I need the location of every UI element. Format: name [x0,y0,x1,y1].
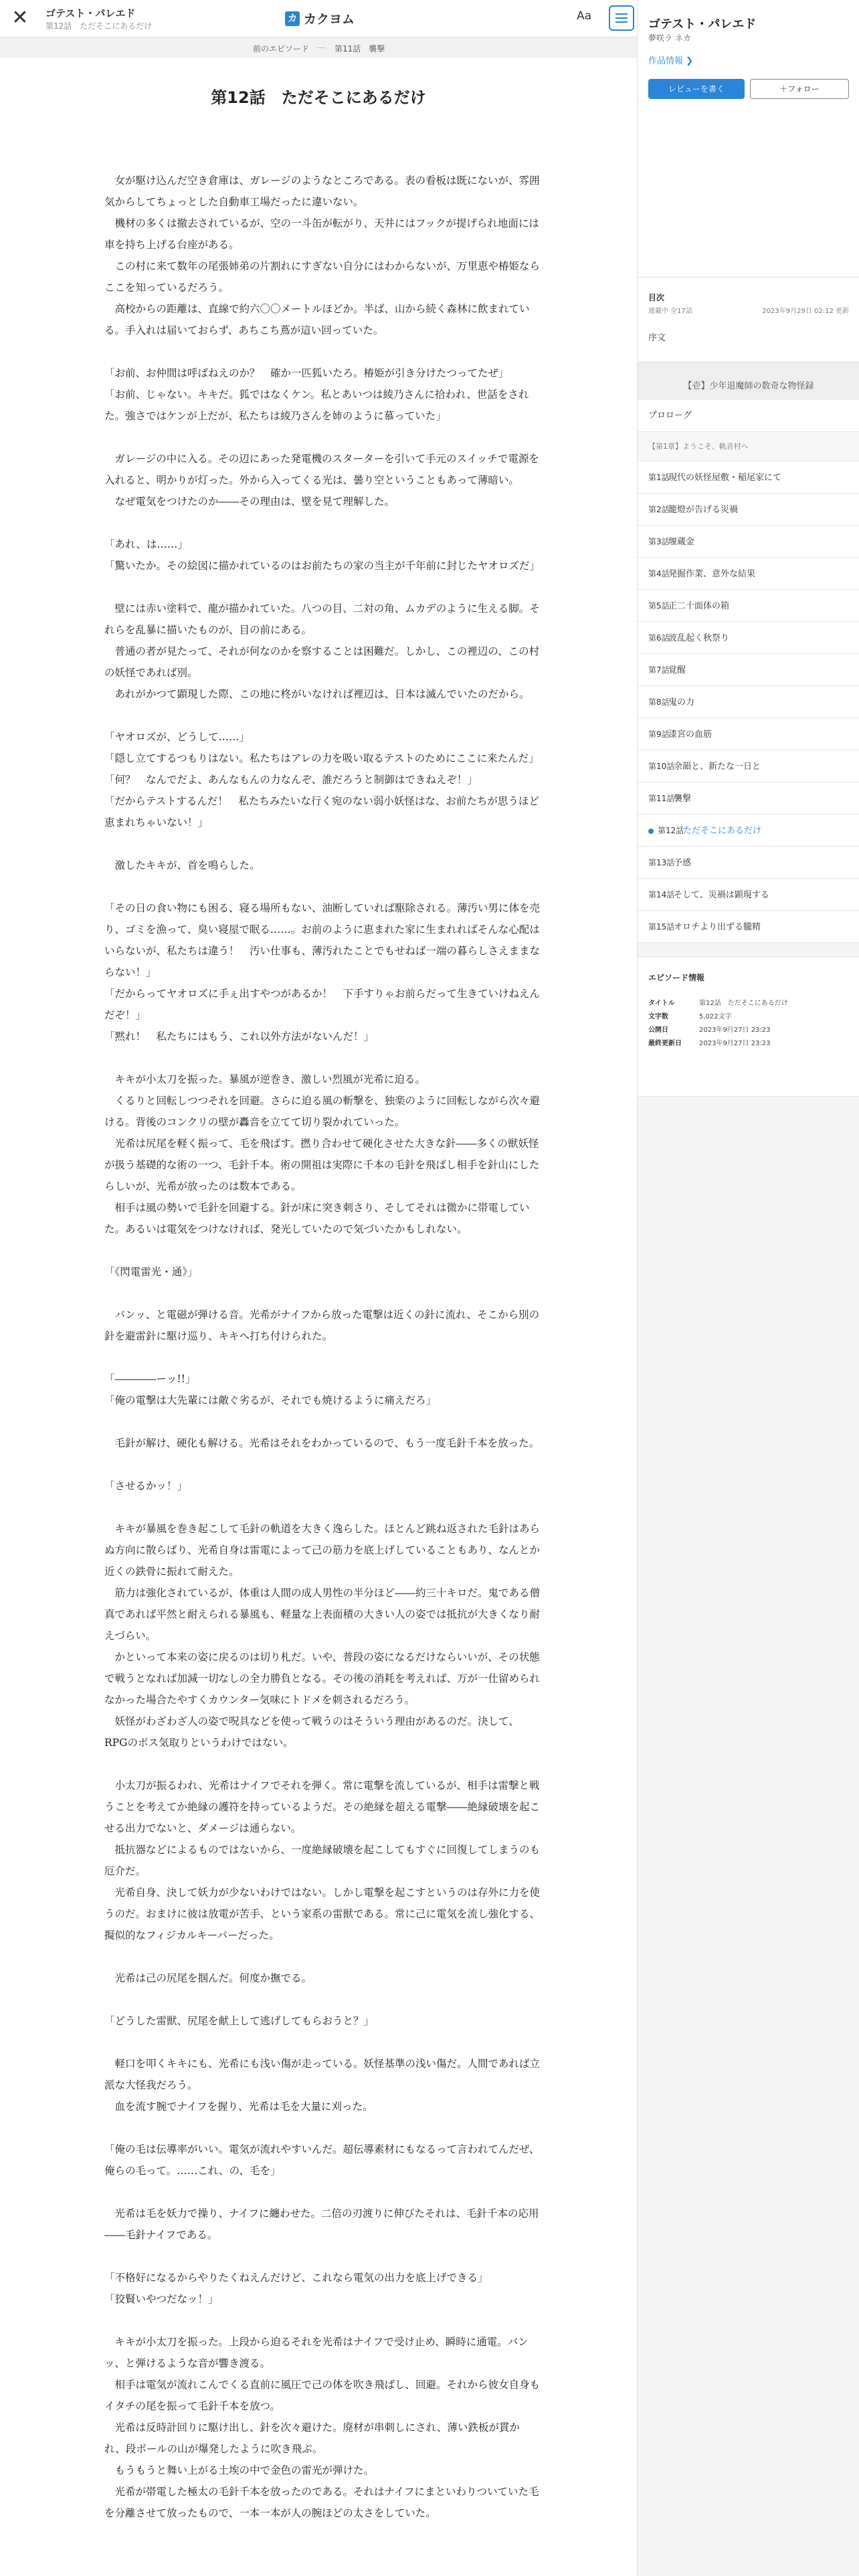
body-paragraph: くるりと回転しつつそれを回避。さらに迫る風の斬撃を、独楽のように回転しながら次々避ける。背後のコンクリの壁が轟音を立てて切り裂かれていった。 [104,1095,541,1128]
body-paragraph: 「黙れ！ 私たちにはもう、これ以外方法がないんだ！」 [104,1031,375,1043]
follow-button[interactable]: ＋フォロー [750,79,849,99]
font-size-button[interactable]: Aa [577,9,592,23]
body-paragraph [104,833,541,855]
body-paragraph: 「だからテストするんだ！ 私たちみたいな行く宛のない弱小妖怪はな、お前たちが思うほど恵まれちゃいない！」 [104,795,539,829]
toc-item-title: プロローグ [648,411,692,421]
episode-info-row: 文字数 5,022文字 [648,1013,732,1021]
toc-item[interactable] [638,782,859,815]
kakuyomu-logo[interactable] [285,9,355,27]
toc-item-title: 波乱起く秋祭り [668,633,730,643]
episode-subtitle-text: ただそこにあるだけ [80,21,153,31]
toc-item-number: 第10話 [648,762,675,771]
toc-item-number: 第1話 [648,473,670,482]
toc-item-title: 予感 [674,858,692,868]
body-paragraph: 光希は反時計回りに駆け出し、針を次々避けた。廃材が串刺しにされ、薄い鉄板が貫かれ、段ボールの山が爆発したように吹き飛ぶ。 [104,2422,520,2455]
body-paragraph: 「どうした雷獣、尻尾を献上して逃げしてもらおうと？」 [104,2015,375,2027]
body-paragraph: 「あれ、は……」 [104,538,188,550]
body-paragraph: なぜ電気をつけたのか――その理由は、壁を見て理解した。 [104,496,395,508]
episode-number: 第12話 [45,21,72,31]
toc-item-title: 覚醒 [668,665,686,675]
body-paragraph: もうもうと舞い上がる土埃の中で金色の雷光が弾けた。 [104,2464,375,2476]
toc-item[interactable] [638,622,859,654]
toc-item[interactable] [638,461,859,494]
body-paragraph: 「狡賢いやつだなッ！」 [104,2293,219,2305]
work-title[interactable]: ゴテスト・パレエド [45,7,136,19]
episode-info-label: エピソード情報 [648,973,705,982]
toc-list [638,361,859,943]
toc-item-title: 堰蔵金 [668,537,695,547]
toc-item-title: 余韻と、新たな一日と [674,762,761,772]
toc-item-number: 第11話 [648,794,675,803]
body-paragraph: 「だからってヤオロズに手ぇ出すやつがあるか！ 下手すりゃお前らだって生きていけねえんだぞ！」 [104,988,541,1021]
body-paragraph [104,1411,541,1432]
body-paragraph [104,2032,541,2053]
logo-text: カクヨム [304,12,355,27]
close-icon[interactable]: ✕ [11,6,29,29]
toc-item[interactable] [638,686,859,718]
body-paragraph: 「隠し立てするつもりはない。私たちはアレの力を吸い取るテストのためにここに来たんだ」 [104,752,539,764]
body-paragraph: 小太刀が振るわれ、光希はナイフでそれを弾く。常に電撃を流しているが、相手は雷撃と戦うことを考えてか絶縁の護符を持っているようだ。その絶縁を超える電撃――絶縁破壊を起こせる出力でないと、ダメージは通らない。 [104,1780,541,1834]
write-review-button[interactable]: レビューを書く [648,79,745,99]
body-paragraph: 普通の者が見たって、それが何なのかを察することは困難だ。しかし、この裡辺の、この村の妖怪であれば別。 [104,645,540,679]
body-paragraph: 壁には赤い塗料で、龍が描かれていた。八つの目、二対の角、ムカデのように生える脚。それらを乱暴に描いたものが、目の前にある。 [104,603,540,636]
body-paragraph: 光希は尻尾を軽く振って、毛を飛ばす。撚り合わせて硬化させた大きな針――多くの獣妖怪が扱う基礎的な術の一つ、毛針千本。術の開祖は実際に千本の毛針を飛ばし相手を針山にしたらしいが、光希が放ったのは数本である。 [104,1138,540,1192]
prev-episode-title[interactable]: 第11話 襲撃 [335,44,385,53]
nav-separator: ― [317,43,325,52]
toc-label: 目次 [648,293,665,302]
toc-item-number: 第5話 [648,601,670,611]
toc-item-title: ただそこにあるだけ [683,826,762,836]
sidebar-work-panel [638,0,859,361]
body-paragraph: キキが暴風を巻き起こして毛針の軌道を大きく逸らした。ほとんど跳ね返された毛針はあらぬ方向に散らばり、光希自身は雷電によって己の筋力を底上げしていることもあり、なんとか近くの鉄骨に振れて耐えた。 [104,1523,541,1578]
body-paragraph: 抵抗器などによるものではないから、一度絶縁破壊を起こしてもすぐに回復してしまうのも厄介だ。 [104,1844,541,1877]
body-paragraph [104,1240,541,1261]
toc-menu-icon[interactable] [609,5,634,31]
toc-item-title: 漆宮の血筋 [668,730,712,740]
body-paragraph: 妖怪がわざわざ人の姿で呪具などを使って戦うのはそういう理由があるのだ。決して、RPGのボス気取りというわけではない。 [104,1715,519,1749]
sidebar [637,0,859,2576]
prev-episode-link[interactable]: 前のエピソード [253,44,310,53]
body-paragraph [104,1497,541,1518]
episode-nav [0,37,637,58]
body-paragraph: 機材の多くは撤去されているが、空の一斗缶が転がり、天井にはフックが提げられ地面には車を持ち上げる台座がある。 [104,217,539,251]
body-paragraph: 女が駆け込んだ空き倉庫は、ガレージのようなところである。表の看板は既にないが、雰囲気からしてちょっとした自動車工場だったに違いない。 [104,175,540,208]
body-paragraph: 「驚いたか。その絵図に描かれているのはお前たちの家の当主が千年前に封じたヤオロズだ」 [104,560,541,572]
sidebar-work-title[interactable]: ゴテスト・パレエド [648,17,757,31]
episode-title: 第12話 ただそこにあるだけ [211,88,426,107]
episode-body [104,148,541,2524]
body-paragraph [104,1283,541,1304]
episode-info-row: タイトル 第12話 ただそこにあるだけ [648,1000,788,1007]
toc-item-title: 【第1章】ようこそ、軌音村へ [648,442,749,451]
episode-info-row: 公開日 2023年9月27日 23:23 [648,1027,771,1034]
toc-item-number: 第15話 [648,922,675,932]
body-paragraph: 相手は電気が流れこんでくる直前に風圧で己の体を吹き飛ばし、回避。それから彼女自身もイタチの尾を振って毛針千本を放つ。 [104,2379,541,2412]
body-paragraph: 激したキキが、首を鳴らした。 [104,859,260,871]
body-paragraph: あれがかつて顕現した際、この地に柊がいなければ裡辺は、日本は滅んでいたのだから。 [104,688,530,700]
body-paragraph: キキが小太刀を振った。暴風が逆巻き、激しい烈風が光希に迫る。 [104,1073,425,1085]
toc-item-number: 第12話 [658,826,684,835]
toc-item[interactable] [638,750,859,782]
toc-item[interactable] [638,911,859,943]
body-paragraph [104,341,541,362]
body-paragraph: 「ヤオロズが、どうして……」 [104,731,250,743]
toc-preface-link[interactable]: 序文 [648,333,666,343]
toc-item-title: そして、災禍は顕現する [674,890,769,900]
body-paragraph: 筋力は強化されているが、体重は人間の成人男性の半分ほど――約三十キロだ。鬼である僧真であれば平然と耐えられる暴風も、軽量な上表面積の大きい人の姿では抵抗が大きくなり耐えづらい。 [104,1587,541,1642]
toc-item-title: 正二十面体の箱 [668,601,730,611]
body-paragraph: 光希は毛を妖力で操り、ナイフに纏わせた。二倍の刃渡りに伸びたそれは、毛針千本の応用――毛針ナイフである。 [104,2208,539,2241]
toc-item-number: 第8話 [648,697,670,707]
body-paragraph: 光希が帯電した極太の毛針千本を放ったのである。それはナイフにまといわりついていた毛を分離させて放ったもので、一本一本が人の腕ほどの太さをしていた。 [104,2486,539,2519]
body-paragraph [104,2246,541,2267]
logo-mark-icon: カ [285,11,300,26]
toc-item[interactable] [638,558,859,590]
body-paragraph [104,2181,541,2203]
body-paragraph: 血を流す腕でナイフを握り、光希は毛を大量に刈った。 [104,2101,373,2113]
body-paragraph [104,427,541,448]
body-paragraph [104,148,541,170]
body-paragraph: 「させるかッ！」 [104,1480,188,1492]
body-paragraph [104,1347,541,1368]
toc-item[interactable] [638,526,859,558]
sidebar-author[interactable]: 夢咲ラ ネカ [648,33,691,43]
toc-item-title: 現代の妖怪屋敷・稲尾家にて [668,473,782,483]
toc-item-title: 鬼の力 [668,697,695,708]
toc-item-number: 第6話 [648,633,670,643]
toc-item-number: 第13話 [648,858,675,867]
body-paragraph [104,1753,541,1775]
body-paragraph: ガレージの中に入る。その辺にあった発電機のスターターを引いて手元のスイッチで電源を入れると、明かりが灯った。外から入ってくる光は、曇り空ということもあって薄暗い。 [104,453,539,486]
body-paragraph: 「――――ーッ!!」 [104,1373,196,1385]
toc-item-title: オロチより出ずる朧精 [674,922,761,932]
body-paragraph: 相手は風の勢いで毛針を回避する。針が床に突き刺さり、そしてそれは微かに帯電していた。あるいは電気をつけなければ、発光していたので気づいたかもしれない。 [104,1202,530,1235]
body-paragraph [104,2117,541,2139]
toc-item[interactable] [638,590,859,622]
toc-item[interactable] [638,494,859,526]
body-paragraph: 「俺の電撃は大先輩には敵ぐ劣るが、それでも焼けるように痛えだろ」 [104,1394,437,1406]
body-paragraph: キキが小太刀を振った。上段から迫るそれを光希はナイフで受け止め、瞬時に通電。バンッ、と弾けるような音が響き渡る。 [104,2336,529,2369]
toc-meta [648,305,849,315]
toc-item[interactable] [638,718,859,750]
work-info-link[interactable]: 作品情報 ❯ [648,56,694,66]
body-paragraph: 「《閃電雷光・通》」 [104,1266,198,1278]
body-paragraph: 「お前、じゃない。キキだ。狐ではなくケン。私とあいつは綾乃さんに拾われ、世話をされた。強さではケンが上だが、私たちは綾乃さんを姉のように慕っていた」 [104,389,529,422]
toc-item[interactable] [638,654,859,686]
body-paragraph [104,876,541,897]
toc-item-title: 籠燈が告げる災禍 [668,505,739,515]
body-paragraph: 毛針が解け、硬化も解ける。光希はそれをわかっているので、もう一度毛針千本を放った。 [104,1437,540,1449]
episode-subtitle [45,20,160,31]
body-paragraph: この村に来て数年の尾張姉弟の片割れにすぎない自分にはわからないが、万里恵や椿姫ならここを知っているだろう。 [104,260,541,294]
toc-section-heading[interactable] [638,432,859,461]
body-paragraph: 「俺の毛は伝導率がいい。電気が流れやすいんだ。超伝導素材にもなるって言われてんだぜ、俺らの毛って。……これ、の、毛を」 [104,2143,540,2177]
body-paragraph [104,512,541,534]
episode-info-row: 最終更新日 2023年9月27日 23:23 [648,1040,771,1047]
toc-item[interactable] [638,847,859,879]
body-paragraph: 軽口を叩くキキにも、光希にも浅い傷が走っている。妖怪基準の浅い傷だ。人間であれば立派な大怪我だろう。 [104,2058,541,2091]
toc-item-current[interactable] [638,815,859,847]
body-paragraph [104,2310,541,2331]
toc-item[interactable] [638,879,859,911]
toc-item-number: 第4話 [648,569,670,578]
toc-chapter-heading[interactable]: 【壱】少年退魔師の数奇な物怪録 [638,361,859,400]
body-paragraph [104,1047,541,1069]
body-paragraph: 「その日の食い物にも困る、寝る場所もない、油断していれば駆除される。薄汚い男に体を売り、ゴミを漁って、臭い寝屋で眠る……。お前のように恵まれた家に生まれればそんな心配はいらないが、私たちは違う！ 汚い仕事も、薄汚れたことでもせねば一端の暮らしさえままならない！」 [104,902,541,978]
toc-status: 連載中 全17話 [648,308,692,315]
toc-item-number: 第7話 [648,665,670,675]
toc-item-number: 第9話 [648,730,670,739]
toc-item-title: 襲撃 [674,794,692,804]
body-paragraph: バンッ、と電磁が弾ける音。光希がナイフから放った電撃は近くの針に流れ、そこから別の針を避雷針に駆け巡り、キキへ打ち付けられた。 [104,1309,540,1342]
body-paragraph: 「何？ なんでだよ、あんなもんの力なんぞ、誰だろうと制御はできねえぞ！」 [104,774,478,786]
body-paragraph [104,705,541,726]
body-paragraph [104,1454,541,1475]
body-paragraph: 光希自身、決して妖力が少ないわけではない。しかし電撃を起こすというのは存外に力を使うのだ。おまけに彼は放電が苦手、という家系の雷獣である。常に己に電気を流し強化する、擬似的なフィジカルキーパーだった。 [104,1887,541,1941]
toc-item-title: 発掘作業、意外な結果 [668,569,756,579]
episode-main [0,58,637,2576]
toc-item-number: 第3話 [648,537,670,546]
body-paragraph [104,576,541,598]
toc-updated: 2023年9月29日 02:12 更新 [762,308,849,315]
episode-info-panel [638,956,859,1097]
body-paragraph [104,1946,541,1967]
divider [638,277,859,278]
body-paragraph: 高校からの距離は、直線で約六〇〇メートルほどか。半ば、山から続く森林に飲まれている。手入れは届いておらず、あちこち蔦が這い回っていた。 [104,303,530,336]
body-paragraph: 光希は己の尻尾を掴んだ。何度か撫でる。 [104,1972,312,1984]
body-paragraph: 「お前、お仲間は呼ばねえのか？ 確か一匹狐いたろ。椿姫が引き分けたつってたぜ」 [104,367,509,379]
current-marker-icon [648,829,654,834]
body-paragraph: 「不格好になるからやりたくねえんだけど、これなら電気の出力を底上げできる」 [104,2272,488,2284]
toc-item-number: 第2話 [648,505,670,514]
body-paragraph: かといって本来の姿に戻るのは切り札だ。いや、普段の姿になるだけならいいが、その状態で戦うとなれば加減一切なしの全力勝負となる。その後の消耗を考えれば、万が一仕留められなかった場合たやすくカウンター気味にトドメを刺されるだろう。 [104,1651,541,1706]
toc-item[interactable] [638,400,859,432]
toc-item-number: 第14話 [648,890,675,899]
body-paragraph [104,1989,541,2010]
